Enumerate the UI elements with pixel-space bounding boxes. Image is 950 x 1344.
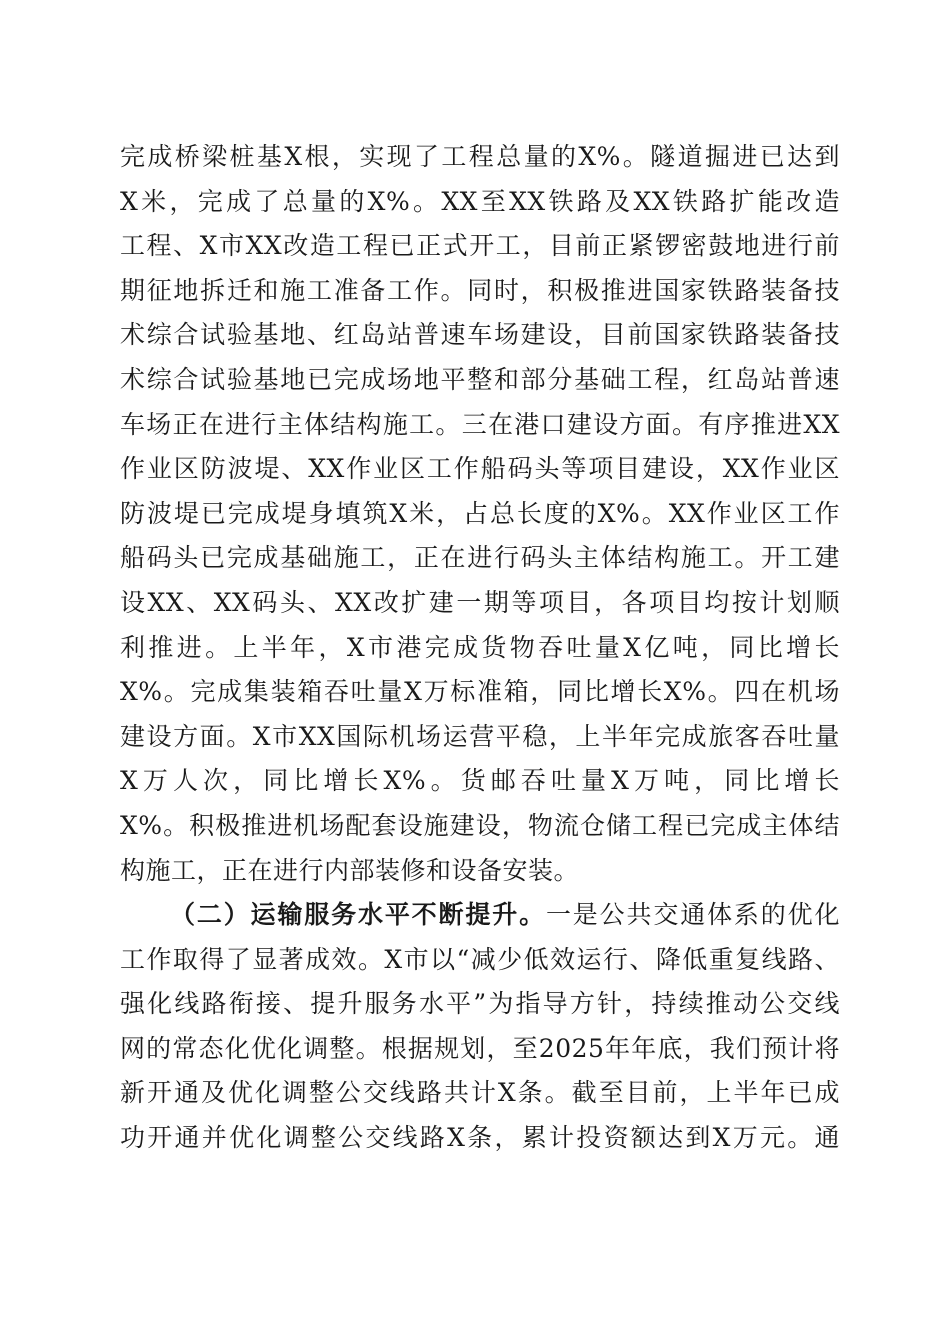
text-line: 新开通及优化调整公交线路共计X条。截至目前，上半年已成 <box>120 1078 840 1108</box>
text-line: 工作取得了显著成效。X市以“减少低效运行、降低重复线路、 <box>120 944 840 974</box>
text-line: 作业区防波堤、XX作业区工作船码头等项目建设，XX作业区 <box>120 454 840 484</box>
paragraph-2 <box>120 893 840 1161</box>
heading-continuation: 一是公共交通体系的优化 <box>545 900 840 930</box>
text-line: 设XX、XX码头、XX改扩建一期等项目，各项目均按计划顺 <box>120 587 840 617</box>
text-line: X米，完成了总量的X%。XX至XX铁路及XX铁路扩能改造 <box>120 186 840 216</box>
text-line: 工程、X市XX改造工程已正式开工，目前正紧锣密鼓地进行前 <box>120 231 840 261</box>
section-heading: （二）运输服务水平不断提升。 <box>170 900 546 930</box>
text-line: X万人次，同比增长X%。货邮吞吐量X万吨，同比增长 <box>120 766 840 796</box>
text-line: 术综合试验基地已完成场地平整和部分基础工程，红岛站普速 <box>120 364 840 394</box>
text-line: X%。积极推进机场配套设施建设，物流仓储工程已完成主体结 <box>120 810 840 840</box>
text-line: 建设方面。X市XX国际机场运营平稳，上半年完成旅客吞吐量 <box>120 721 840 751</box>
text-line: 防波堤已完成堤身填筑X米，占总长度的X%。XX作业区工作 <box>120 498 840 528</box>
paragraph-1 <box>120 135 840 893</box>
text-line <box>120 893 840 938</box>
text-line: 利推进。上半年，X市港完成货物吞吐量X亿吨，同比增长 <box>120 632 840 662</box>
text-line: 功开通并优化调整公交线路X条，累计投资额达到X万元。通 <box>120 1123 840 1153</box>
text-line: 术综合试验基地、红岛站普速车场建设，目前国家铁路装备技 <box>120 320 840 350</box>
text-line: X%。完成集装箱吞吐量X万标准箱，同比增长X%。四在机场 <box>120 677 840 707</box>
text-line: 车场正在进行主体结构施工。三在港口建设方面。有序推进XX <box>120 409 840 439</box>
document-body <box>120 135 840 1161</box>
text-line: 期征地拆迁和施工准备工作。同时，积极推进国家铁路装备技 <box>120 275 840 305</box>
text-line: 强化线路衔接、提升服务水平”为指导方针，持续推动公交线 <box>120 989 840 1019</box>
text-line: 船码头已完成基础施工，正在进行码头主体结构施工。开工建 <box>120 543 840 573</box>
text-line: 构施工，正在进行内部装修和设备安装。 <box>120 855 580 885</box>
text-line: 网的常态化优化调整。根据规划，至2025年年底，我们预计将 <box>120 1033 840 1063</box>
text-line: 完成桥梁桩基X根，实现了工程总量的X%。隧道掘进已达到 <box>120 142 840 171</box>
